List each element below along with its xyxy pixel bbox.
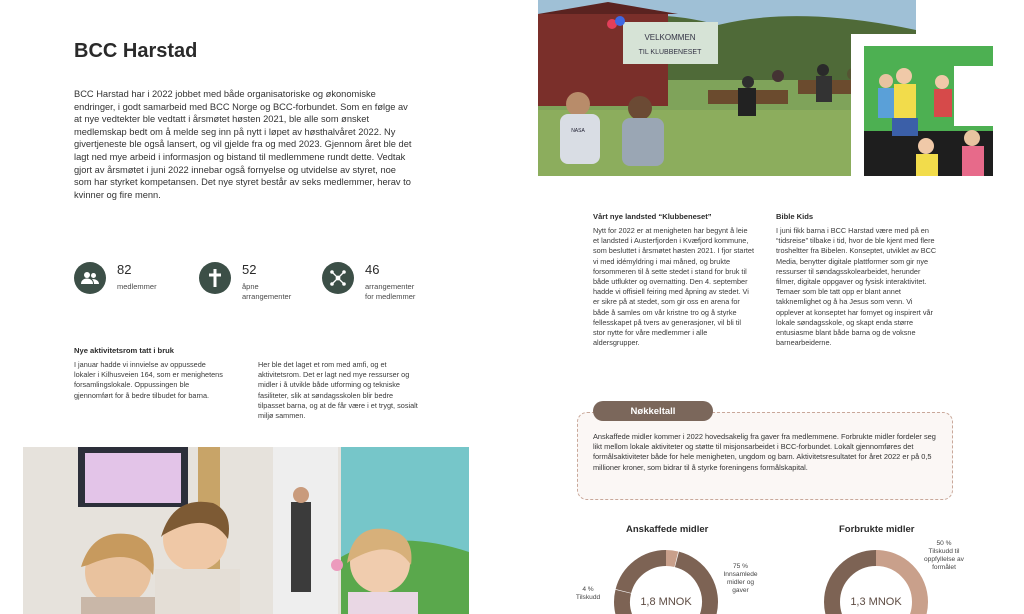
activity-heading: Nye aktivitetsrom tatt i bruk	[74, 346, 175, 355]
stat-member-events-label-line1: arrangementer	[365, 282, 415, 291]
nokkeltall-label: Nøkkeltall	[593, 401, 713, 421]
stat-open-events-label-line1: åpne	[242, 282, 259, 291]
slice-label-innsamlede	[718, 563, 763, 595]
stat-members-number: 82	[117, 262, 132, 277]
slice-label-formalet-line1: Tilskudd til	[928, 548, 960, 555]
slice-label-innsamlede-line1: Innsamlede	[723, 571, 758, 578]
chart2-title: Forbrukte midler	[839, 524, 915, 535]
slice-label-formalet-value: 50 %	[936, 540, 952, 547]
network-icon	[322, 262, 354, 294]
page-title: BCC Harstad	[74, 40, 198, 62]
slice-label-innsamlede-line3: gaver	[732, 587, 749, 594]
biblekids-text: I juni fikk barna i BCC Harstad være med på en “tidsreise” tilbake i tid, hvor de ble kjent med flere trosheltter fra Bibelen. Konseptet, utviklet av BCC Media, benytter digitale plattformer som gir nye ressurser til søndagsskolearbeidet, herunder filmer, digitale oppgaver og fysisk interaktivitet. Temaer som ble tatt opp er blant annet takknemlighet og å ha Jesus som venn. Vi opplever at konseptet har fornyet og inspirert vår lokale søndagsskole, og skapt enda større entusiasme blant både barna og de voksne barnearbeiderne.	[776, 226, 937, 348]
chart1-title: Anskaffede midler	[626, 524, 709, 535]
slice-label-tilskudd	[573, 586, 603, 602]
klubbeneset-text: Nytt for 2022 er at menigheten har begynt å leie et landsted i Austerfjorden i Kvæfjord kommune, som besluttet i årsmøtet høsten 2021. I fjor startet vi med idémyldring i mai måned, og brukte forsommeren til å sette stedet i stand for bruk til både utflukter og overnatting. Den 4. september hadde vi offisiell feiring med åpning av stedet. Vi er sikre på at stedet, som gir oss en arena for både å samles om vår kristne tro og å styrke fellesskapet på tvers av generasjoner, vil bli til stor nytte for våre medlemmer i alle aldersgrupper.	[593, 226, 755, 348]
stat-member-events-label-line2: for medlemmer	[365, 292, 416, 301]
slice-label-innsamlede-line2: midler og	[726, 579, 755, 586]
slice-label-formalet-line2: oppfyllelse av	[924, 556, 964, 563]
stat-open-events-label	[242, 282, 291, 302]
slice-label-tilskudd-name: Tilskudd	[575, 594, 601, 601]
stat-open-events-label-line2: arrangementer	[242, 292, 292, 301]
stat-member-events	[322, 262, 354, 294]
biblekids-photo	[864, 46, 993, 176]
slice-label-formalet	[918, 540, 970, 572]
intro-paragraph: BCC Harstad har i 2022 jobbet med både organisatoriske og økonomiske endringer, i godt samarbeid med BCC Norge og BCC-forbundet. Som en følge av at nye vedtekter ble vedtatt i årsmøtet høsten 2021, ble alle som ønsket medlemskap bedt om å melde seg inn på nytt i løpet av høsthalvåret 2022. Ny givertjeneste ble også lansert, og vil gjelde fra og med 2023. Gjennom året ble det lagt ned mye arbeid i informasjon og bistand til medlemmene rundt dette. Vedtak gjort av årsmøtet i juni 2022 innebar også fornyelse og utvidelse av styret, noe som har styrket kompetansen. Det nye styret består av seks medlemmer, herav to kvinner og fire menn.	[74, 89, 412, 200]
donut-slice-remainder	[623, 558, 666, 591]
banner-sign-line2: TIL KLUBBENESET	[638, 49, 702, 56]
activity-text-col1: I januar hadde vi innvielse av oppussede lokaler i Kilhusveien 164, som er menighetens forsamlingslokale. Oppussingen ble gjennomført for å bedre tilbudet for barna.	[74, 360, 223, 400]
slice-label-formalet-line3: formålet	[932, 564, 956, 571]
stat-open-events-number: 52	[242, 262, 257, 277]
nokkeltall-text: Anskaffede midler kommer i 2022 hovedsakelig fra gaver fra medlemmene. Forbrukte midler fordeler seg likt mellom lokale aktiviteter og støtte til misjonsarbeidet i BCC-forbundet. Lokalt gjennomføres det formålsaktiviteter både for hele menigheten, ungdom og barn. Aktivitetsresultatet for året 2022 er på 0,5 millioner kroner, som bidrar til å styrke foreningens formålskapital.	[593, 432, 936, 472]
stat-members-label: medlemmer	[117, 282, 157, 291]
stat-member-events-label	[365, 282, 415, 302]
nasa-shirt-label: NASA	[571, 128, 585, 134]
stat-members	[74, 262, 106, 294]
banner-sign-line1: VELKOMMEN	[644, 33, 696, 42]
cross-icon	[199, 262, 231, 294]
slice-label-innsamlede-value: 75 %	[732, 563, 749, 570]
chart1-center-label: 1,8 MNOK	[640, 596, 692, 608]
stat-open-events	[199, 262, 231, 294]
donut-slice-tilskudd	[666, 558, 676, 559]
klubbeneset-heading: Vårt nye landsted “Klubbeneset”	[593, 212, 712, 221]
people-icon	[74, 262, 106, 294]
slice-label-tilskudd-value: 4 %	[582, 586, 594, 593]
stat-member-events-number: 46	[365, 262, 380, 277]
chart2-center-label: 1,3 MNOK	[850, 596, 902, 608]
activity-text-col2: Her ble det laget et rom med amfi, og et aktivitetsrom. Det er lagt ned mye ressurser og midler i å utvikle både utforming og tekniske fasiliteter, slik at søndagsskolen blir bedre tilpasset barna, og at de får være i et trygt, sosialt miljø sammen.	[258, 360, 418, 421]
kids-photo	[23, 447, 469, 614]
biblekids-heading: Bible Kids	[776, 212, 814, 221]
